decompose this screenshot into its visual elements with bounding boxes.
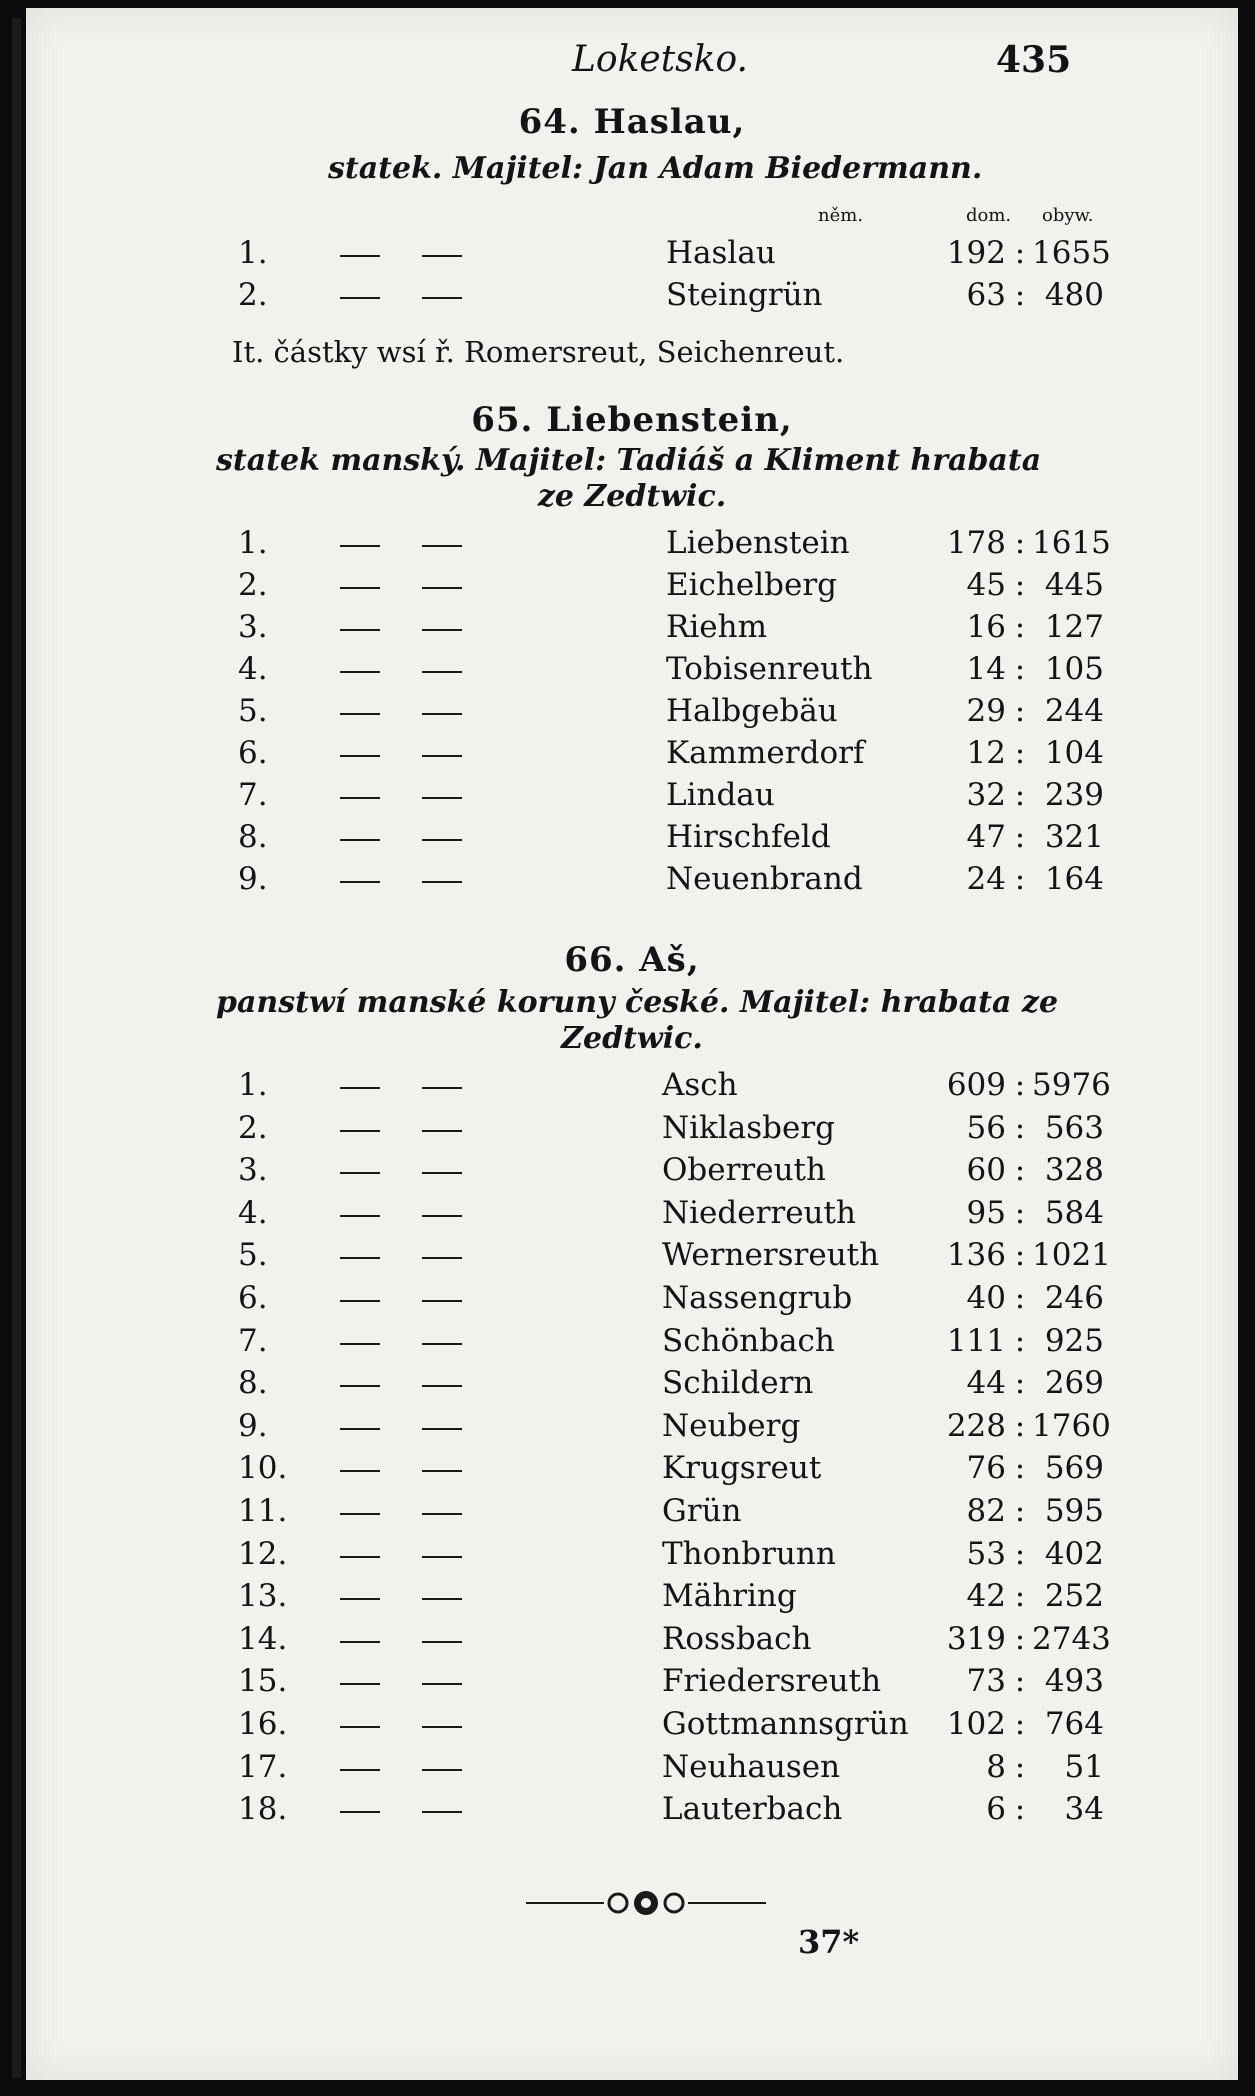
house-count: 60 xyxy=(966,1152,1006,1189)
inhabitant-count: 34 xyxy=(1064,1791,1104,1828)
house-count: 6 xyxy=(986,1791,1006,1828)
ditto-dash xyxy=(422,587,462,589)
ditto-dash xyxy=(340,713,380,715)
ratio-separator: : xyxy=(1014,1706,1026,1742)
signature-mark: 37* xyxy=(798,1923,860,1961)
ratio-separator: : xyxy=(1014,1493,1026,1529)
house-count: 12 xyxy=(966,735,1006,771)
house-count: 609 xyxy=(946,1067,1006,1103)
house-count: 40 xyxy=(966,1280,1006,1316)
ratio-separator: : xyxy=(1014,609,1026,645)
ditto-dash xyxy=(340,755,380,757)
book-page xyxy=(26,8,1238,2080)
row-number: 3. xyxy=(238,609,268,645)
inhabitant-count: 595 xyxy=(1044,1493,1104,1529)
place-name: Kammerdorf xyxy=(666,735,865,771)
ditto-dash xyxy=(340,1811,380,1813)
inhabitant-count: 764 xyxy=(1044,1706,1104,1742)
list-item xyxy=(26,1660,1238,1702)
section-65-subtitle-line2: ze Zedtwic. xyxy=(537,479,727,514)
ditto-dash xyxy=(422,1811,462,1813)
ratio-separator: : xyxy=(1014,235,1026,271)
list-item xyxy=(26,1362,1238,1404)
ratio-separator: : xyxy=(1014,735,1026,771)
row-number: 9. xyxy=(238,1407,268,1444)
inhabitant-count: 569 xyxy=(1044,1450,1104,1487)
row-number: 5. xyxy=(238,693,268,729)
inhabitant-count: 2743 xyxy=(1032,1620,1111,1657)
list-item xyxy=(26,1320,1238,1362)
inhabitant-count: 252 xyxy=(1044,1578,1104,1615)
row-number: 5. xyxy=(238,1237,268,1274)
house-count: 63 xyxy=(966,277,1006,313)
section-66-title: 66. Aš, xyxy=(564,940,700,980)
inhabitant-count: 269 xyxy=(1044,1365,1104,1402)
page-left-edge xyxy=(12,18,21,2078)
ratio-separator: : xyxy=(1014,651,1026,687)
page-number: 435 xyxy=(996,39,1072,81)
ratio-separator: : xyxy=(1014,1280,1026,1316)
row-number: 8. xyxy=(238,819,268,855)
section-66-subtitle-line1: panstwí manské koruny české. Majitel: hrabata ze xyxy=(216,985,1059,1020)
ditto-dash xyxy=(422,755,462,757)
place-name: Neuenbrand xyxy=(666,861,863,897)
house-count: 53 xyxy=(966,1535,1006,1572)
row-number: 4. xyxy=(238,1194,268,1231)
house-count: 178 xyxy=(946,525,1006,561)
list-item xyxy=(26,274,1238,316)
inhabitant-count: 1760 xyxy=(1032,1407,1111,1444)
ditto-dash xyxy=(422,1385,462,1387)
row-number: 10. xyxy=(238,1450,288,1487)
inhabitant-count: 1021 xyxy=(1032,1237,1111,1274)
ditto-dash xyxy=(422,1726,462,1728)
ratio-separator: : xyxy=(1014,1535,1026,1572)
house-count: 42 xyxy=(966,1578,1006,1615)
ditto-dash xyxy=(422,1172,462,1174)
house-count: 14 xyxy=(966,651,1006,687)
section-64-note: It. částky wsí ř. Romersreut, Seichenreut. xyxy=(232,335,845,369)
house-count: 29 xyxy=(966,693,1006,729)
inhabitant-count: 239 xyxy=(1044,777,1104,813)
inhabitant-count: 1655 xyxy=(1032,235,1111,271)
place-name: Liebenstein xyxy=(666,525,850,561)
inhabitant-count: 244 xyxy=(1044,693,1104,729)
place-name: Lindau xyxy=(666,777,775,813)
ditto-dash xyxy=(340,1769,380,1771)
ditto-dash xyxy=(422,1470,462,1472)
inhabitant-count: 51 xyxy=(1064,1748,1104,1785)
ditto-dash xyxy=(340,629,380,631)
section-64-title: 64. Haslau, xyxy=(518,102,746,142)
ditto-dash xyxy=(340,1726,380,1728)
house-count: 45 xyxy=(966,567,1006,603)
section-65-subtitle-line1: statek manský. Majitel: Tadiáš a Kliment hrabata xyxy=(216,443,1042,478)
place-name: Oberreuth xyxy=(662,1152,826,1189)
place-name: Rossbach xyxy=(662,1620,812,1657)
ratio-separator: : xyxy=(1014,1748,1026,1785)
ditto-dash xyxy=(422,1257,462,1259)
ratio-separator: : xyxy=(1014,1322,1026,1359)
row-number: 6. xyxy=(238,1280,268,1316)
row-number: 12. xyxy=(238,1535,288,1572)
ditto-dash xyxy=(340,1343,380,1345)
inhabitant-count: 584 xyxy=(1044,1194,1104,1231)
place-name: Asch xyxy=(662,1067,738,1103)
ratio-separator: : xyxy=(1014,277,1026,313)
place-name: Neuberg xyxy=(662,1407,801,1444)
ditto-dash xyxy=(422,1428,462,1430)
ratio-separator: : xyxy=(1014,1620,1026,1657)
place-name: Nassengrub xyxy=(662,1280,853,1316)
ditto-dash xyxy=(422,1683,462,1685)
row-number: 9. xyxy=(238,861,268,897)
ditto-dash xyxy=(340,881,380,883)
place-name: Lauterbach xyxy=(662,1791,843,1828)
row-number: 1. xyxy=(238,235,268,271)
inhabitant-count: 321 xyxy=(1044,819,1104,855)
ratio-separator: : xyxy=(1014,1109,1026,1146)
list-item xyxy=(26,232,1238,274)
list-item xyxy=(26,1107,1238,1149)
ratio-separator: : xyxy=(1014,525,1026,561)
house-count: 47 xyxy=(966,819,1006,855)
ditto-dash xyxy=(422,713,462,715)
house-count: 73 xyxy=(966,1663,1006,1700)
place-name: Niederreuth xyxy=(662,1194,856,1231)
ditto-dash xyxy=(422,1300,462,1302)
row-number: 7. xyxy=(238,777,268,813)
place-name: Thonbrunn xyxy=(662,1535,836,1572)
section-65-title: 65. Liebenstein, xyxy=(471,400,793,440)
col-header-houses: dom. xyxy=(966,205,1012,226)
row-number: 16. xyxy=(238,1706,288,1742)
place-name: Schildern xyxy=(662,1365,814,1402)
inhabitant-count: 480 xyxy=(1044,277,1104,313)
list-item xyxy=(26,1447,1238,1489)
col-header-inhabitants: obyw. xyxy=(1042,205,1094,226)
ditto-dash xyxy=(340,1300,380,1302)
row-number: 17. xyxy=(238,1748,288,1785)
section-64-subtitle: statek. Majitel: Jan Adam Biedermann. xyxy=(328,151,983,186)
ditto-dash xyxy=(422,671,462,673)
list-item xyxy=(26,690,1238,732)
inhabitant-count: 5976 xyxy=(1032,1067,1111,1103)
row-number: 11. xyxy=(238,1493,288,1529)
inhabitant-count: 563 xyxy=(1044,1109,1104,1146)
ratio-separator: : xyxy=(1014,1152,1026,1189)
list-item xyxy=(26,1192,1238,1234)
row-number: 13. xyxy=(238,1578,288,1615)
list-item xyxy=(26,564,1238,606)
ditto-dash xyxy=(422,545,462,547)
list-item xyxy=(26,774,1238,816)
row-number: 2. xyxy=(238,277,268,313)
ditto-dash xyxy=(422,1087,462,1089)
ditto-dash xyxy=(340,1385,380,1387)
list-item xyxy=(26,1618,1238,1660)
row-number: 6. xyxy=(238,735,268,771)
list-item xyxy=(26,1703,1238,1745)
house-count: 95 xyxy=(966,1194,1006,1231)
ditto-dash xyxy=(340,797,380,799)
place-name: Eichelberg xyxy=(666,567,837,603)
row-number: 15. xyxy=(238,1663,288,1700)
ratio-separator: : xyxy=(1014,567,1026,603)
ratio-separator: : xyxy=(1014,1237,1026,1274)
house-count: 8 xyxy=(986,1748,1006,1785)
list-item xyxy=(26,816,1238,858)
place-name: Tobisenreuth xyxy=(666,651,873,687)
place-name: Krugsreut xyxy=(662,1450,822,1487)
ditto-dash xyxy=(422,1513,462,1515)
ditto-dash xyxy=(422,839,462,841)
list-item xyxy=(26,606,1238,648)
inhabitant-count: 402 xyxy=(1044,1535,1104,1572)
place-name: Steingrün xyxy=(666,277,823,313)
ratio-separator: : xyxy=(1014,1194,1026,1231)
list-item xyxy=(26,1064,1238,1106)
ditto-dash xyxy=(340,1598,380,1600)
list-item xyxy=(26,1575,1238,1617)
place-name: Mähring xyxy=(662,1578,797,1615)
list-item xyxy=(26,1277,1238,1319)
inhabitant-count: 328 xyxy=(1044,1152,1104,1189)
place-name: Grün xyxy=(662,1493,742,1529)
inhabitant-count: 493 xyxy=(1044,1663,1104,1700)
ditto-dash xyxy=(422,797,462,799)
ditto-dash xyxy=(340,587,380,589)
row-number: 14. xyxy=(238,1620,288,1657)
ditto-dash xyxy=(340,1470,380,1472)
list-item xyxy=(26,648,1238,690)
inhabitant-count: 105 xyxy=(1044,651,1104,687)
row-number: 18. xyxy=(238,1791,288,1828)
ratio-separator: : xyxy=(1014,861,1026,897)
ratio-separator: : xyxy=(1014,1067,1026,1103)
ratio-separator: : xyxy=(1014,693,1026,729)
ditto-dash xyxy=(422,629,462,631)
house-count: 192 xyxy=(946,235,1006,271)
ditto-dash xyxy=(422,1769,462,1771)
house-count: 44 xyxy=(966,1365,1006,1402)
list-item xyxy=(26,858,1238,900)
row-number: 2. xyxy=(238,567,268,603)
ditto-dash xyxy=(340,1513,380,1515)
house-count: 102 xyxy=(946,1706,1006,1742)
place-name: Friedersreuth xyxy=(662,1663,882,1700)
ditto-dash xyxy=(340,839,380,841)
ditto-dash xyxy=(340,1215,380,1217)
house-count: 136 xyxy=(946,1237,1006,1274)
ditto-dash xyxy=(422,1343,462,1345)
place-name: Wernersreuth xyxy=(662,1237,880,1274)
ditto-dash xyxy=(340,1087,380,1089)
section-66-subtitle-line2: Zedtwic. xyxy=(561,1021,703,1056)
ditto-dash xyxy=(340,1641,380,1643)
house-count: 319 xyxy=(946,1620,1006,1657)
ditto-dash xyxy=(340,1130,380,1132)
inhabitant-count: 127 xyxy=(1044,609,1104,645)
list-item xyxy=(26,1533,1238,1575)
list-item xyxy=(26,732,1238,774)
ratio-separator: : xyxy=(1014,819,1026,855)
ditto-dash xyxy=(422,255,462,257)
place-name: Gottmannsgrün xyxy=(662,1706,909,1742)
ditto-dash xyxy=(422,1130,462,1132)
list-item xyxy=(26,1788,1238,1830)
running-head-title: Loketsko. xyxy=(572,39,748,80)
ratio-separator: : xyxy=(1014,1663,1026,1700)
ratio-separator: : xyxy=(1014,1578,1026,1615)
ditto-dash xyxy=(340,1257,380,1259)
ditto-dash xyxy=(422,1641,462,1643)
inhabitant-count: 445 xyxy=(1044,567,1104,603)
list-item xyxy=(26,1149,1238,1191)
ditto-dash xyxy=(340,1172,380,1174)
row-number: 7. xyxy=(238,1322,268,1359)
ditto-dash xyxy=(340,671,380,673)
ditto-dash xyxy=(340,545,380,547)
house-count: 32 xyxy=(966,777,1006,813)
house-count: 111 xyxy=(946,1322,1006,1359)
ditto-dash xyxy=(422,1215,462,1217)
house-count: 24 xyxy=(966,861,1006,897)
list-item xyxy=(26,1746,1238,1788)
place-name: Neuhausen xyxy=(662,1748,841,1785)
place-name: Schönbach xyxy=(662,1322,835,1359)
row-number: 3. xyxy=(238,1152,268,1189)
col-header-lang: něm. xyxy=(818,205,864,226)
ditto-dash xyxy=(340,255,380,257)
inhabitant-count: 246 xyxy=(1044,1280,1104,1316)
ratio-separator: : xyxy=(1014,1791,1026,1828)
house-count: 228 xyxy=(946,1407,1006,1444)
house-count: 56 xyxy=(966,1109,1006,1146)
ditto-dash xyxy=(422,1556,462,1558)
inhabitant-count: 104 xyxy=(1044,735,1104,771)
list-item xyxy=(26,1490,1238,1532)
row-number: 4. xyxy=(238,651,268,687)
ditto-dash xyxy=(340,1683,380,1685)
ratio-separator: : xyxy=(1014,1407,1026,1444)
inhabitant-count: 925 xyxy=(1044,1322,1104,1359)
row-number: 8. xyxy=(238,1365,268,1402)
ditto-dash xyxy=(340,1556,380,1558)
ditto-dash xyxy=(422,881,462,883)
ditto-dash xyxy=(422,297,462,299)
ratio-separator: : xyxy=(1014,1365,1026,1402)
row-number: 1. xyxy=(238,525,268,561)
ditto-dash xyxy=(340,1428,380,1430)
place-name: Halbgebäu xyxy=(666,693,838,729)
ornament-divider-icon xyxy=(526,1888,766,1918)
place-name: Haslau xyxy=(666,235,776,271)
place-name: Hirschfeld xyxy=(666,819,831,855)
house-count: 16 xyxy=(966,609,1006,645)
house-count: 82 xyxy=(966,1493,1006,1529)
list-item xyxy=(26,1234,1238,1276)
ditto-dash xyxy=(340,297,380,299)
place-name: Niklasberg xyxy=(662,1109,835,1146)
inhabitant-count: 1615 xyxy=(1032,525,1111,561)
list-item xyxy=(26,1405,1238,1447)
ditto-dash xyxy=(422,1598,462,1600)
place-name: Riehm xyxy=(666,609,767,645)
row-number: 1. xyxy=(238,1067,268,1103)
house-count: 76 xyxy=(966,1450,1006,1487)
ratio-separator: : xyxy=(1014,777,1026,813)
ratio-separator: : xyxy=(1014,1450,1026,1487)
inhabitant-count: 164 xyxy=(1044,861,1104,897)
row-number: 2. xyxy=(238,1109,268,1146)
list-item xyxy=(26,522,1238,564)
